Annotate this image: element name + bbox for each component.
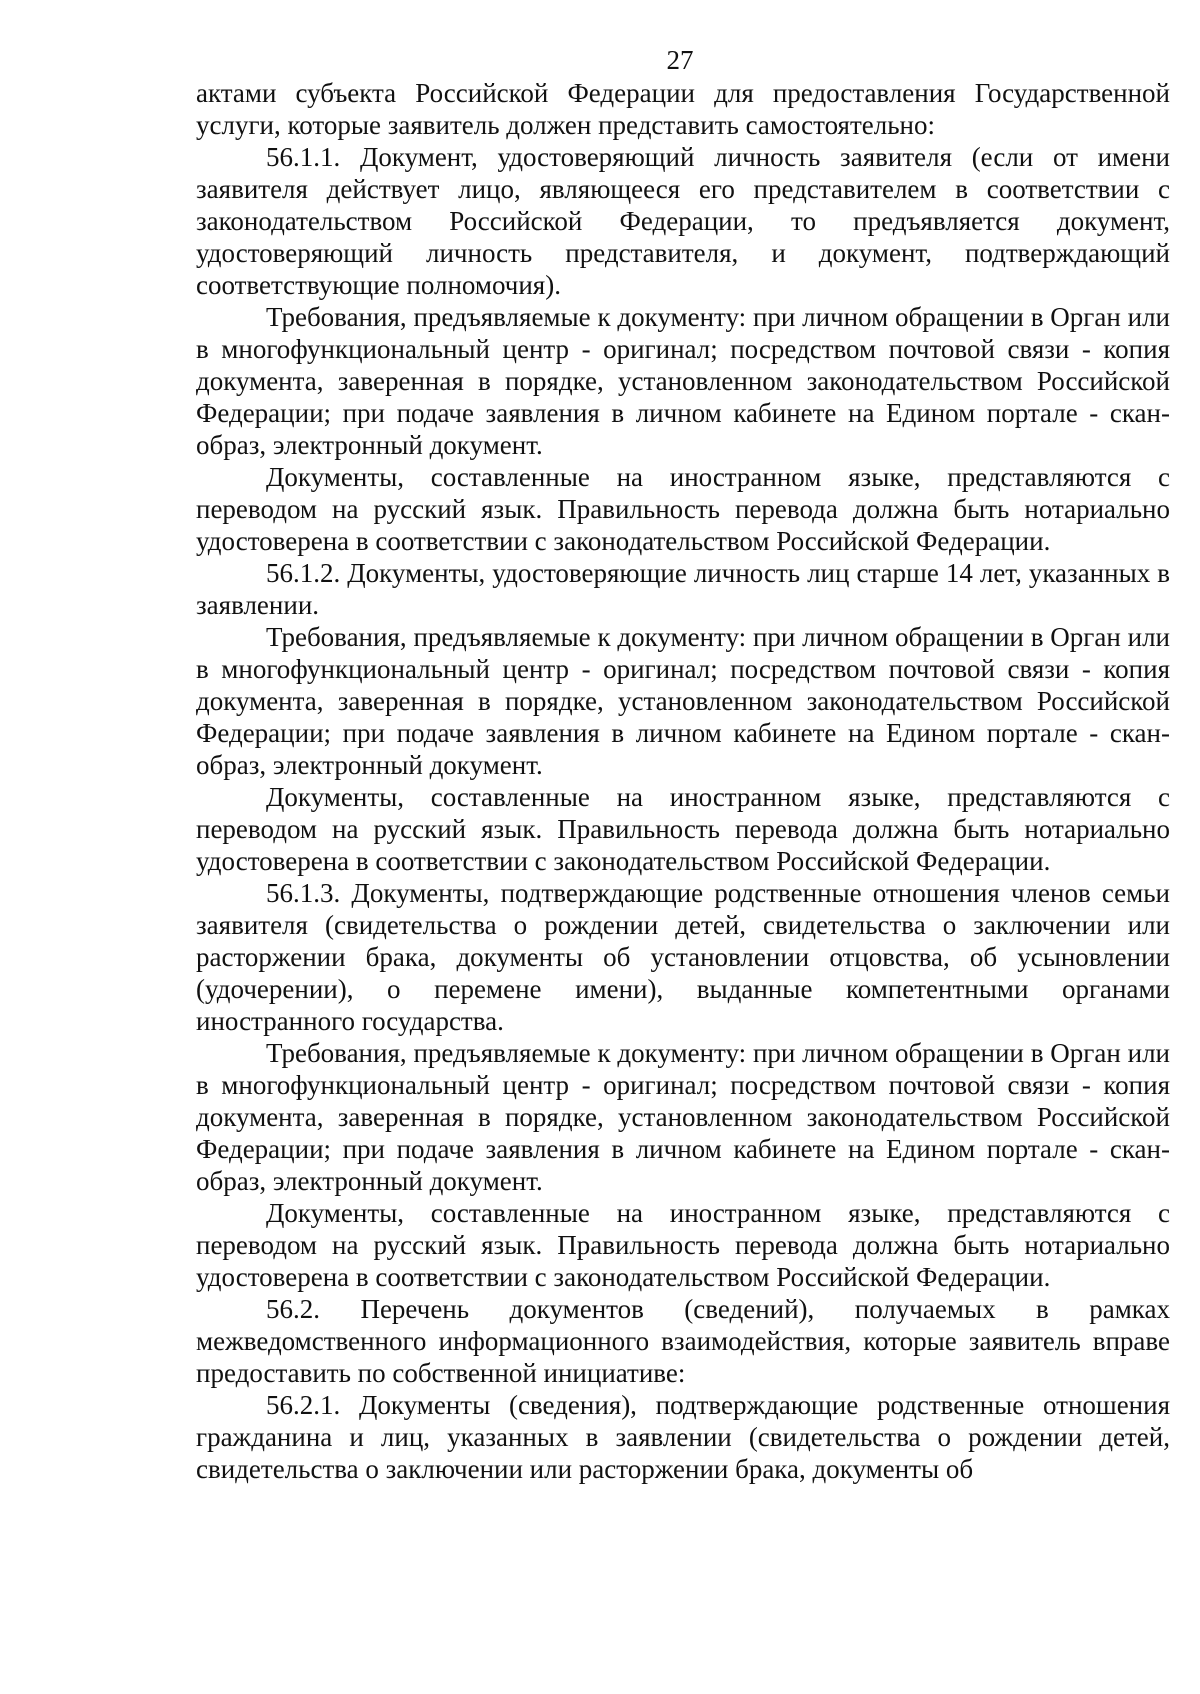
paragraph-56-1-1: 56.1.1. Документ, удостоверяющий личность заявителя (если от имени заявителя действует лицо, являющееся его представителем в соответствии с законодательством Российской Федерации, то предъявляется документ, удостоверяющий личность представителя, и документ, подтверждающий соответствующие полномочия).: [196, 142, 1170, 300]
paragraph-translation: Документы, составленные на иностранном языке, представляются с переводом на русский язык. Правильность перевода должна быть нотариально удостоверена в соответствии с законодательством Российской Федерации.: [196, 782, 1170, 876]
paragraph-56-2-1: 56.2.1. Документы (сведения), подтверждающие родственные отношения гражданина и лиц, указанных в заявлении (свидетельства о рождении детей, свидетельства о заключении или расторжении брака, документы об: [196, 1390, 1170, 1484]
document-body: [196, 77, 1170, 1485]
paragraph-56-2: 56.2. Перечень документов (сведений), получаемых в рамках межведомственного информационного взаимодействия, которые заявитель вправе предоставить по собственной инициативе:: [196, 1294, 1170, 1388]
paragraph-56-1-2: 56.1.2. Документы, удостоверяющие личность лиц старше 14 лет, указанных в заявлении.: [196, 558, 1170, 620]
paragraph-requirements: Требования, предъявляемые к документу: при личном обращении в Орган или в многофункциональный центр - оригинал; посредством почтовой связи - копия документа, заверенная в порядке, установленном законодательством Российской Федерации; при подаче заявления в личном кабинете на Едином портале - скан-образ, электронный документ.: [196, 1038, 1170, 1196]
paragraph-requirements: Требования, предъявляемые к документу: при личном обращении в Орган или в многофункциональный центр - оригинал; посредством почтовой связи - копия документа, заверенная в порядке, установленном законодательством Российской Федерации; при подаче заявления в личном кабинете на Едином портале - скан-образ, электронный документ.: [196, 302, 1170, 460]
paragraph-translation: Документы, составленные на иностранном языке, представляются с переводом на русский язык. Правильность перевода должна быть нотариально удостоверена в соответствии с законодательством Российской Федерации.: [196, 462, 1170, 556]
page-number: 27: [666, 45, 694, 75]
paragraph-requirements: Требования, предъявляемые к документу: при личном обращении в Орган или в многофункциональный центр - оригинал; посредством почтовой связи - копия документа, заверенная в порядке, установленном законодательством Российской Федерации; при подаче заявления в личном кабинете на Едином портале - скан-образ, электронный документ.: [196, 622, 1170, 780]
paragraph-56-1-3: 56.1.3. Документы, подтверждающие родственные отношения членов семьи заявителя (свидетельства о рождении детей, свидетельства о заключении или расторжении брака, документы об установлении отцовства, об усыновлении (удочерении), о перемене имени), выданные компетентными органами иностранного государства.: [196, 878, 1170, 1036]
paragraph-intro: актами субъекта Российской Федерации для предоставления Государственной услуги, которые заявитель должен представить самостоятельно:: [196, 78, 1170, 140]
paragraph-translation: Документы, составленные на иностранном языке, представляются с переводом на русский язык. Правильность перевода должна быть нотариально удостоверена в соответствии с законодательством Российской Федерации.: [196, 1198, 1170, 1292]
